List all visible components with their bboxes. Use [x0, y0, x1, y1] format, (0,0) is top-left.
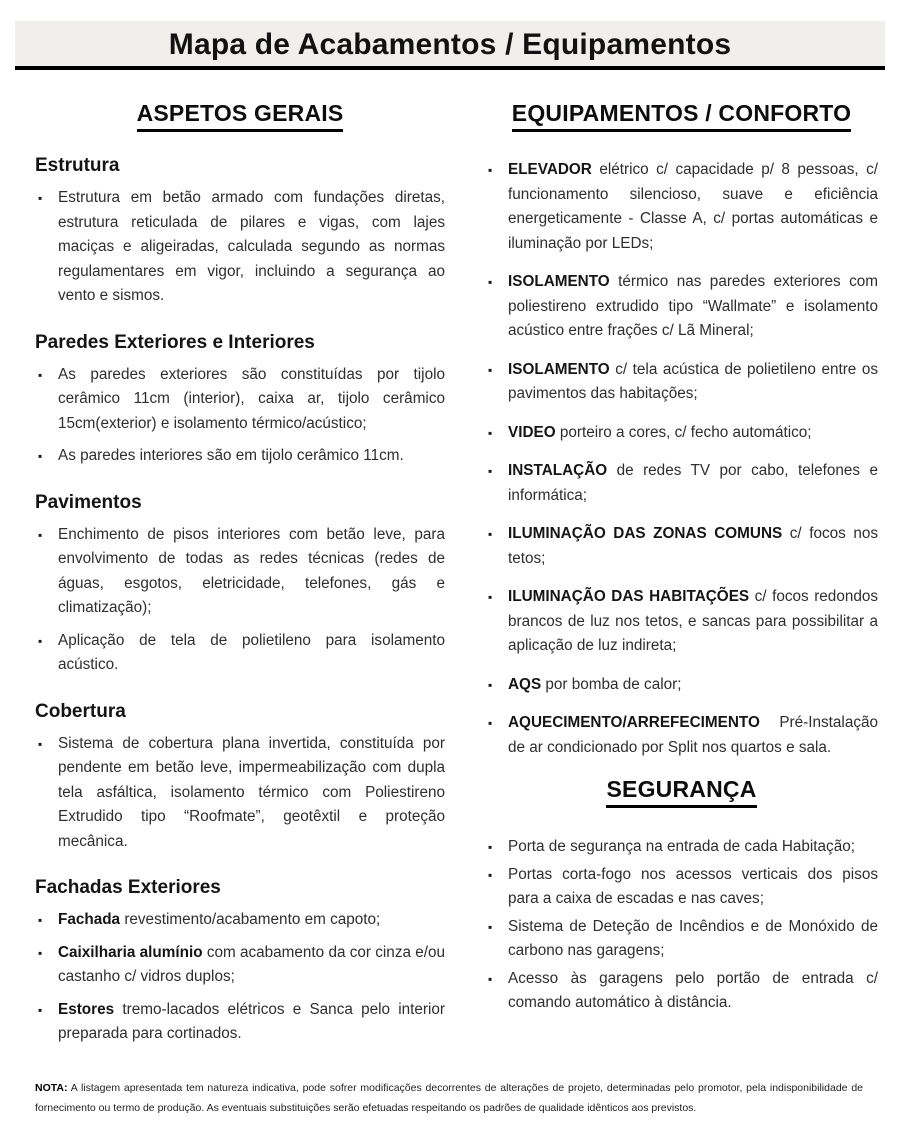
- list-item-text: Estrutura em betão armado com fundações diretas, estrutura reticulada de pilares e vigas, com lajes maciças e aligeiradas, calculada segundo as normas regulamentares em vigor, incluindo a segurança ao vento e sismos.: [58, 189, 445, 304]
- subsection-heading-cobertura: Cobertura: [35, 700, 126, 722]
- list-item: [485, 522, 878, 571]
- subsection-heading-estrutura: Estrutura: [35, 155, 120, 176]
- list-item: [485, 270, 878, 344]
- subsection-heading-paredes: Paredes Exteriores e Interiores: [35, 331, 315, 353]
- list-item-lead: ISOLAMENTO: [508, 273, 610, 290]
- equipment-comfort-column: [485, 100, 878, 1055]
- page-title: Mapa de Acabamentos / Equipamentos: [168, 28, 732, 61]
- bullet-square-icon: ▪: [488, 275, 493, 289]
- bullet-square-icon: ▪: [38, 913, 43, 927]
- list-item-text: [508, 358, 878, 407]
- list-item-text: [58, 908, 445, 933]
- list-item: [35, 444, 445, 469]
- column-header-label: ASPETOS GERAIS: [137, 100, 344, 132]
- list-item-body: Pré-Instalação de ar condicionado por Split nos quartos e sala.: [508, 714, 878, 756]
- list-item-text: [508, 585, 878, 659]
- list-item-body: revestimento/acabamento em capoto;: [124, 911, 381, 928]
- list-item-body: c/ focos nos tetos;: [508, 525, 879, 567]
- list-item-text: [508, 522, 878, 571]
- equipment-list: [485, 158, 878, 760]
- footer-note-label: NOTA:: [35, 1082, 68, 1094]
- list-item-text: [58, 998, 445, 1047]
- list-item-text: Porta de segurança na entrada de cada Habitação;: [508, 838, 855, 855]
- list-item-lead: ILUMINAÇÃO DAS ZONAS COMUNS: [508, 525, 783, 542]
- list-item-lead: ELEVADOR: [508, 161, 592, 178]
- list-item-text: Sistema de Deteção de Incêndios e de Monóxido de carbono nas garagens;: [508, 917, 878, 959]
- bullet-square-icon: ▪: [488, 527, 493, 541]
- list-item-text: As paredes interiores são em tijolo cerâmico 11cm.: [58, 447, 404, 464]
- list-item: [35, 363, 445, 437]
- bullet-square-icon: ▪: [488, 590, 493, 604]
- list-item-body: c/ tela acústica de polietileno entre os pavimentos das habitações;: [508, 360, 878, 402]
- list-item-body: térmico nas paredes exteriores com poliestireno extrudido tipo “Wallmate” e isolamento acústico entre frações c/ Lã Mineral;: [508, 273, 879, 339]
- list-item-text: Portas corta-fogo nos acessos verticais dos pisos para a caixa de escadas e nas caves;: [508, 865, 878, 907]
- list-item: [485, 835, 878, 860]
- list-item: [35, 908, 445, 933]
- list-item: [35, 186, 445, 309]
- list-item-text: [508, 673, 878, 698]
- list-item-lead: Estores: [58, 1000, 115, 1018]
- list-item: [485, 459, 878, 508]
- footer-note: [35, 1079, 863, 1118]
- column-header-label: EQUIPAMENTOS / CONFORTO: [512, 100, 851, 132]
- bullet-square-icon: ▪: [38, 736, 43, 751]
- bullet-square-icon: ▪: [38, 449, 43, 463]
- list-item-body: tremo-lacados elétricos e Sanca pelo interior preparada para cortinados.: [58, 1000, 445, 1042]
- bullet-square-icon: ▪: [488, 425, 493, 440]
- document-title-band: [15, 21, 885, 70]
- list-item: [35, 941, 445, 990]
- subsection-heading-pavimentos: Pavimentos: [35, 491, 142, 513]
- list-item: [35, 732, 445, 855]
- bullet-square-icon: ▪: [488, 840, 493, 854]
- column-header-label: SEGURANÇA: [606, 776, 756, 808]
- bullet-square-icon: ▪: [488, 919, 493, 934]
- list-item: [35, 629, 445, 678]
- list-item-text: [508, 270, 878, 344]
- list-item-lead: AQS: [508, 675, 542, 693]
- list-item: [35, 998, 445, 1047]
- list-item-text: [508, 158, 878, 256]
- footer-note-body: A listagem apresentada tem natureza indicativa, pode sofrer modificações decorrentes de alterações de projeto, determinadas pelo promotor, pela indisponibilidade de fornecimento ou termo de produção. As eventuais substituições serão efetuadas respeitando os padrões de qualidade idênticos aos previstos.: [35, 1082, 863, 1114]
- list-item-body: c/ focos redondos brancos de luz nos tetos, e sancas para possibilitar a aplicação de luz indireta;: [508, 588, 878, 654]
- list-item-text: Aplicação de tela de polietileno para isolamento acústico.: [58, 631, 445, 673]
- list-item: [485, 585, 878, 659]
- list-item-text: Sistema de cobertura plana invertida, constituída por pendente em betão leve, impermeabilização com dupla tela asfáltica, isolamento térmico com Poliestireno Extrudido tipo “Roofmate”, geotêxtil e proteção mecânica.: [58, 734, 445, 850]
- list-item-text: [508, 711, 878, 760]
- list-item-lead: AQUECIMENTO/ARREFECIMENTO: [508, 714, 760, 731]
- list-item-body: elétrico c/ capacidade p/ 8 pessoas, c/ funcionamento silencioso, suave e eficiência energeticamente - Classe A, c/ portas automáticas e iluminação por LEDs;: [508, 161, 878, 252]
- list-item-lead: ISOLAMENTO: [508, 360, 610, 378]
- bullet-square-icon: ▪: [488, 163, 493, 177]
- list-item-text: Enchimento de pisos interiores com betão leve, para envolvimento de todas as redes técnicas (redes de águas, esgotos, eletricidade, telefones, gás e climatização);: [58, 525, 445, 616]
- bullet-square-icon: ▪: [488, 716, 493, 730]
- list-item-text: [58, 941, 445, 990]
- list-item-lead: VIDEO: [508, 423, 556, 441]
- footer-note-text: [35, 1079, 863, 1118]
- list-item: [485, 673, 878, 698]
- list-item-body: de redes TV por cabo, telefones e informática;: [508, 462, 879, 504]
- column-header-equipment-comfort: [485, 100, 878, 132]
- general-aspects-column: [35, 100, 445, 1055]
- bullet-square-icon: ▪: [488, 677, 493, 692]
- bullet-square-icon: ▪: [488, 867, 493, 882]
- bullet-square-icon: ▪: [38, 1002, 43, 1017]
- list-item-text: [508, 459, 878, 508]
- list-item-body: por bomba de calor;: [545, 675, 682, 693]
- list-item-lead: ILUMINAÇÃO DAS HABITAÇÕES: [508, 588, 750, 605]
- list-item: [485, 967, 878, 1016]
- list-item: [485, 158, 878, 256]
- list-item-lead: Caixilharia alumínio: [58, 943, 203, 961]
- bullet-square-icon: ▪: [38, 367, 43, 382]
- list-item: [485, 421, 878, 446]
- list-item: [485, 711, 878, 760]
- bullet-square-icon: ▪: [38, 633, 43, 648]
- list-item-text: As paredes exteriores são constituídas por tijolo cerâmico 11cm (interior), caixa ar, tijolo cerâmico 15cm(exterior) e isolamento térmico/acústico;: [58, 365, 445, 432]
- list-item-lead: Fachada: [58, 911, 121, 928]
- list-item-body: com acabamento da cor cinza e/ou castanho c/ vidros duplos;: [58, 943, 446, 985]
- security-list: [485, 835, 878, 1016]
- list-item: [485, 358, 878, 407]
- list-item: [485, 863, 878, 912]
- content-columns: [0, 100, 900, 1055]
- bullet-square-icon: ▪: [38, 527, 43, 542]
- subsection-heading-fachadas: Fachadas Exteriores: [35, 877, 221, 898]
- list-item-lead: INSTALAÇÃO: [508, 462, 608, 479]
- column-header-general-aspects: [35, 100, 445, 132]
- list-item-text: Acesso às garagens pelo portão de entrada c/ comando automático à distância.: [508, 969, 878, 1011]
- list-item-text: [508, 421, 878, 446]
- bullet-square-icon: ▪: [488, 362, 493, 377]
- section-header-security: [485, 776, 878, 808]
- bullet-square-icon: ▪: [38, 191, 43, 205]
- list-item: [485, 915, 878, 964]
- bullet-square-icon: ▪: [488, 971, 493, 986]
- list-item: [35, 523, 445, 621]
- list-item-body: porteiro a cores, c/ fecho automático;: [559, 423, 812, 441]
- bullet-square-icon: ▪: [38, 945, 43, 960]
- bullet-square-icon: ▪: [488, 464, 493, 478]
